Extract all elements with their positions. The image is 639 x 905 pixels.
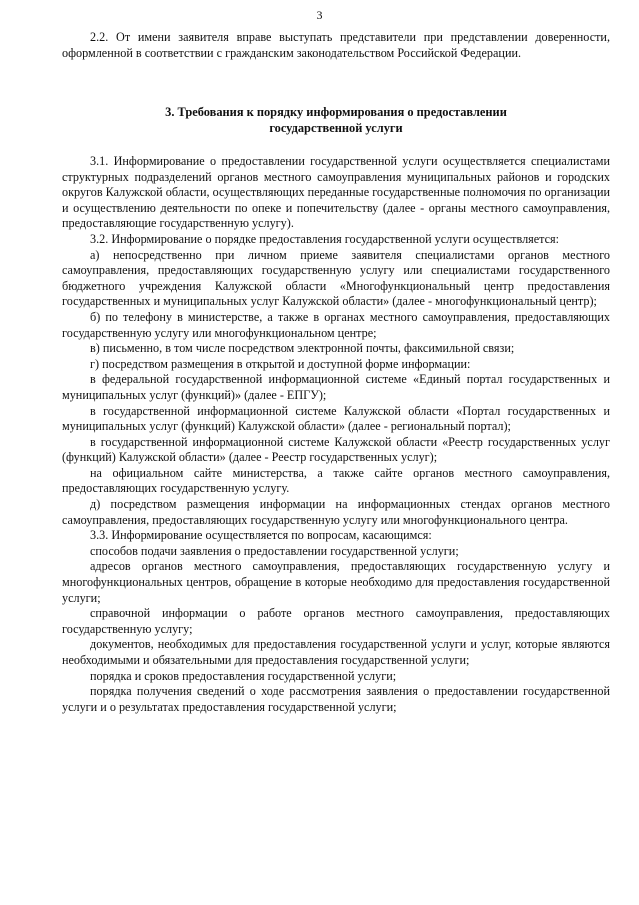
paragraph-regional-portal: в государственной информационной системе Калужской области «Портал государственных и муниципальных услуг (функций) Калужской области» (далее - региональный портал);: [62, 403, 610, 434]
paragraph: 2.2. От имени заявителя вправе выступать представители при представлении доверенности, оформленной в соответствии с гражданским законодательством Российской Федерации.: [62, 30, 610, 60]
section-3-body: [62, 154, 610, 715]
section-3-heading: [62, 104, 610, 136]
paragraph-3-1: 3.1. Информирование о предоставлении государственной услуги осуществляется специалистами структурных подразделений органов местного самоуправления муниципальных районов и городских округов Калужской области, осуществляющих переданные государственные полномочия по организации и осуществлению деятельности по опеке и попечительству (далее - органы местного самоуправления, предоставляющие государственную услугу).: [62, 154, 610, 231]
paragraph-epgu: в федеральной государственной информационной системе «Единый портал государственных и муниципальных услуг (функций)» (далее - ЕПГУ);: [62, 372, 610, 402]
paragraph-registry: в государственной информационной системе Калужской области «Реестр государственных услуг (функций) Калужской области» (далее - Реестр государственных услуг);: [62, 434, 610, 465]
heading-line-1: 3. Требования к порядку информирования о предоставлении: [165, 105, 507, 119]
paragraph-procedure-terms: порядка и сроков предоставления государственной услуги;: [90, 668, 397, 683]
paragraph-item-v: в) письменно, в том числе посредством электронной почты, факсимильной связи;: [90, 341, 515, 356]
paragraph-addresses: адресов органов местного самоуправления, предоставляющих государственную услугу и многофункциональных центров, обращение в которые необходимо для предоставления государственной услуги;: [62, 559, 610, 605]
paragraph-reference-info: справочной информации о работе органов местного самоуправления, предоставляющих государственную услугу;: [62, 606, 610, 636]
paragraph-official-site: на официальном сайте министерства, а также сайте органов местного самоуправления, предоставляющих государственную услугу.: [62, 465, 610, 496]
page-number: 3: [316, 8, 323, 22]
paragraph-item-d: д) посредством размещения информации на информационных стендах органов местного самоуправления, предоставляющих государственную услугу или многофункционального центра.: [62, 497, 610, 527]
paragraph-3-3: 3.3. Информирование осуществляется по вопросам, касающимся:: [90, 528, 432, 543]
paragraph-item-a: а) непосредственно при личном приеме заявителя специалистами органов местного самоуправления, предоставляющих государственную услугу или специалистами государственного бюджетного учреждения Калужской области «Многофункциональный центр предоставления государственных и муниципальных услуг Калужской области» (далее - многофункциональный центр);: [62, 247, 610, 309]
heading-line-2: государственной услуги: [269, 121, 403, 135]
paragraph-submission-methods: способов подачи заявления о предоставлении государственной услуги;: [90, 543, 459, 558]
paragraph-3-2: 3.2. Информирование о порядке предоставления государственной услуги осуществляется:: [90, 231, 560, 246]
paragraph-item-g: г) посредством размещения в открытой и доступной форме информации:: [90, 356, 471, 371]
section-2-2: [62, 30, 610, 61]
paragraph-status-info: порядка получения сведений о ходе рассмотрения заявления о предоставлении государственной услуги и о результатах предоставления государственной услуги;: [62, 684, 610, 714]
paragraph-item-b: б) по телефону в министерстве, а также в органах местного самоуправления, предоставляющих государственную услугу или многофункциональном центре;: [62, 309, 610, 340]
paragraph-documents: документов, необходимых для предоставления государственной услуги и услуг, которые являются необходимыми и обязательными для предоставления государственной услуги;: [62, 637, 610, 667]
